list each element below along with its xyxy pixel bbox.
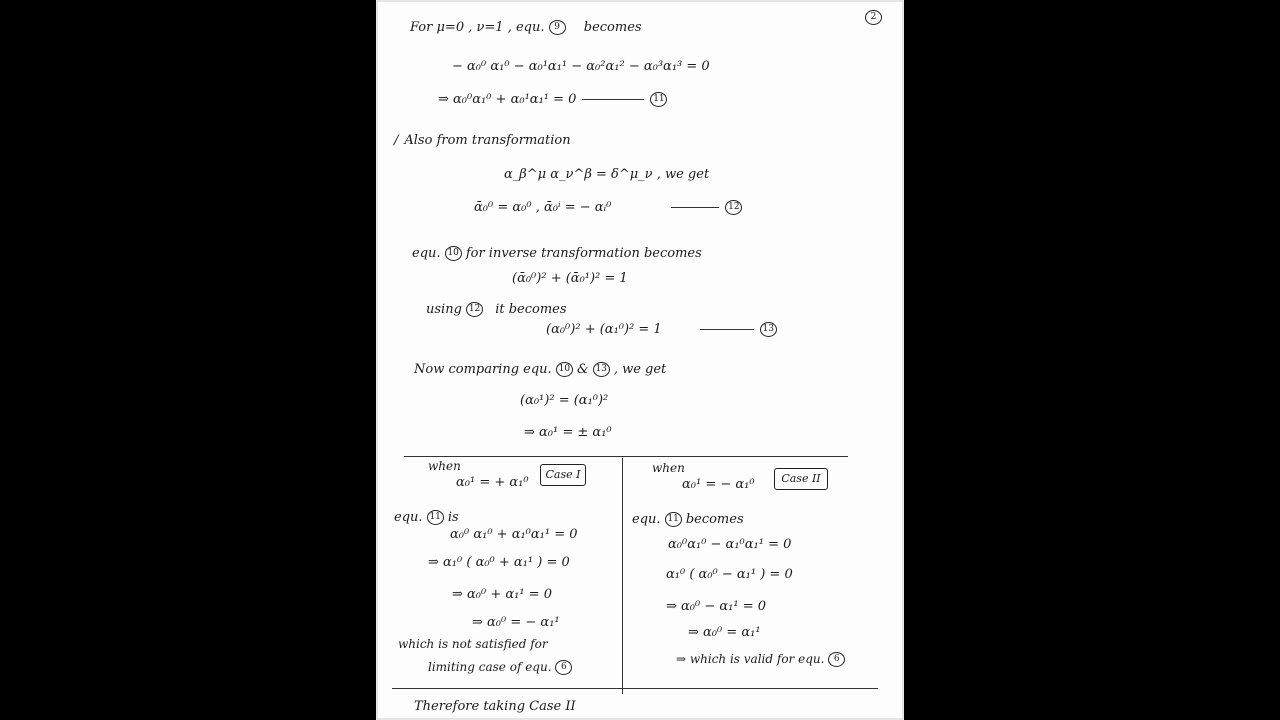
case-2-note: ⇒ which is valid for equ. 6 <box>676 652 845 667</box>
case-1-condition: α₀¹ = + α₁⁰ <box>456 475 529 490</box>
case-2-step-2: α₁⁰ ( α₀⁰ − α₁¹ ) = 0 <box>666 567 793 582</box>
case-1-step-2: ⇒ α₁⁰ ( α₀⁰ + α₁¹ ) = 0 <box>428 555 570 570</box>
result-equation: ⇒ α₀¹ = ± α₁⁰ <box>524 425 612 440</box>
case-1-note-1: which is not satisfied for <box>398 637 548 651</box>
case-2-equ: equ. 11 becomes <box>632 512 744 527</box>
inverse-equation: (ᾱ₀⁰)² + (ᾱ₀¹)² = 1 <box>512 271 628 286</box>
line-also: / Also from transformation <box>394 133 571 148</box>
line-using: using 12 it becomes <box>426 302 567 317</box>
case-divider-vertical <box>622 458 623 694</box>
case-1-step-3: ⇒ α₀⁰ + α₁¹ = 0 <box>452 587 553 602</box>
equation-expanded: − α₀⁰ α₁⁰ − α₀¹α₁¹ − α₀²α₁² − α₀³α₁³ = 0 <box>452 59 710 74</box>
case-2-label: Case II <box>774 468 828 490</box>
case-1-label: Case I <box>540 464 586 486</box>
case-divider-top <box>404 456 848 457</box>
line-inverse: equ. 10 for inverse transformation becomes <box>412 246 702 261</box>
document-page <box>376 0 904 720</box>
equation-ref: 9 <box>549 20 566 35</box>
equation-12: ᾱ₀⁰ = α₀⁰ , ᾱ₀ⁱ = − αᵢ⁰ 12 <box>474 200 742 215</box>
comparison-equation: (α₀¹)² = (α₁⁰)² <box>520 393 609 408</box>
case-2-step-3: ⇒ α₀⁰ − α₁¹ = 0 <box>666 599 767 614</box>
transformation-equation: α_β^μ α_ν^β = δ^μ_ν , we get <box>504 167 710 182</box>
case-1-step-4: ⇒ α₀⁰ = − α₁¹ <box>472 615 560 630</box>
equation-13: (α₀⁰)² + (α₁⁰)² = 1 13 <box>546 322 777 337</box>
case-2-step-1: α₀⁰α₁⁰ − α₁⁰α₁¹ = 0 <box>668 537 792 552</box>
case-2-when: when <box>652 461 685 475</box>
case-divider-bottom <box>392 688 878 689</box>
case-2-condition: α₀¹ = − α₁⁰ <box>682 477 755 492</box>
case-1-equ: equ. 11 is <box>394 510 459 525</box>
page-number: 2 <box>865 10 882 25</box>
line-comparing: Now comparing equ. 10 & 13 , we get <box>414 362 667 377</box>
case-1-when: when <box>428 459 461 473</box>
case-1-step-1: α₀⁰ α₁⁰ + α₁⁰α₁¹ = 0 <box>450 527 578 542</box>
equation-11: ⇒ α₀⁰α₁⁰ + α₀¹α₁¹ = 0 11 <box>438 92 667 107</box>
line-intro: For μ=0 , ν=1 , equ. 9 becomes <box>410 20 642 35</box>
case-2-step-4: ⇒ α₀⁰ = α₁¹ <box>688 625 761 640</box>
case-1-note-2: limiting case of equ. 6 <box>428 660 572 675</box>
footer-line: Therefore taking Case II <box>414 699 576 714</box>
